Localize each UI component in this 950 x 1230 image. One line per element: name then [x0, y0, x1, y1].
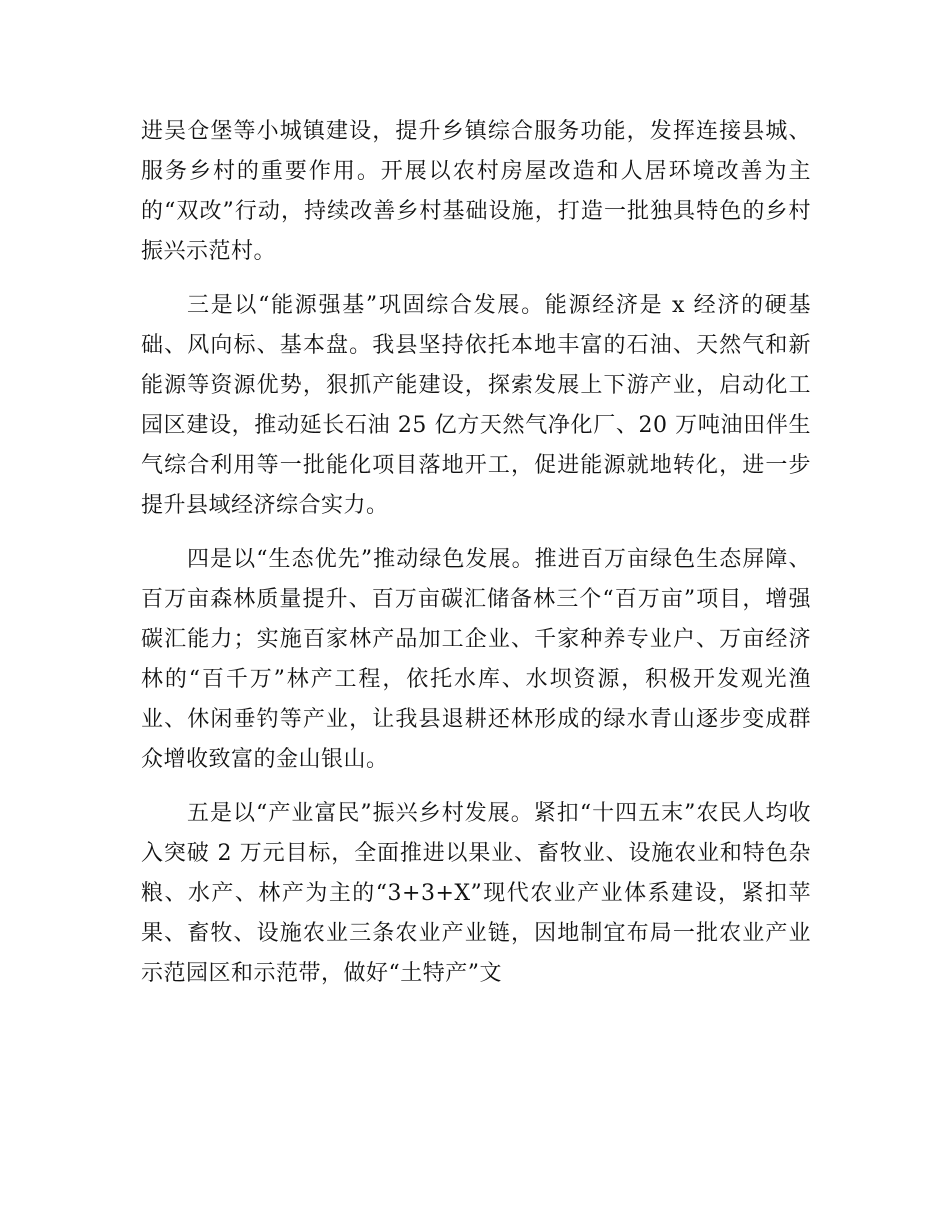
paragraph-ecology: 四是以“生态优先”推动绿色发展。推进百万亩绿色生态屏障、百万亩森林质量提升、百万亩碳汇储备林三个“百万亩”项目，增强碳汇能力；实施百家林产品加工企业、千家种养专业户、万亩经济林的“百千万”林产工程，依托水库、水坝资源，积极开发观光渔业、休闲垂钓等产业，让我县退耕还林形成的绿水青山逐步变成群众增收致富的金山银山。	[141, 547, 811, 772]
paragraph-industry: 五是以“产业富民”振兴乡村发展。紧扣“十四五末”农民人均收入突破 2 万元目标，全面推进以果业、畜牧业、设施农业和特色杂粮、水产、林产为主的“3+3+X”现代农业产业体系建设，紧扣苹果、畜牧、设施农业三条农业产业链，因地制宜布局一批农业产业示范园区和示范带，做好“土特产”文	[141, 801, 811, 986]
document-body	[141, 112, 811, 1008]
paragraph-energy: 三是以“能源强基”巩固综合发展。能源经济是 x 经济的硬基础、风向标、基本盘。我县坚持依托本地丰富的石油、天然气和新能源等资源优势，狠抓产能建设，探索发展上下游产业，启动化工园区建设，推动延长石油 25 亿方天然气净化厂、20 万吨油田伴生气综合利用等一批能化项目落地开工，促进能源就地转化，进一步提升县域经济综合实力。	[141, 293, 811, 518]
paragraph-continued: 进吴仓堡等小城镇建设，提升乡镇综合服务功能，发挥连接县城、服务乡村的重要作用。开展以农村房屋改造和人居环境改善为主的“双改”行动，持续改善乡村基础设施，打造一批独具特色的乡村振兴示范村。	[141, 119, 811, 264]
